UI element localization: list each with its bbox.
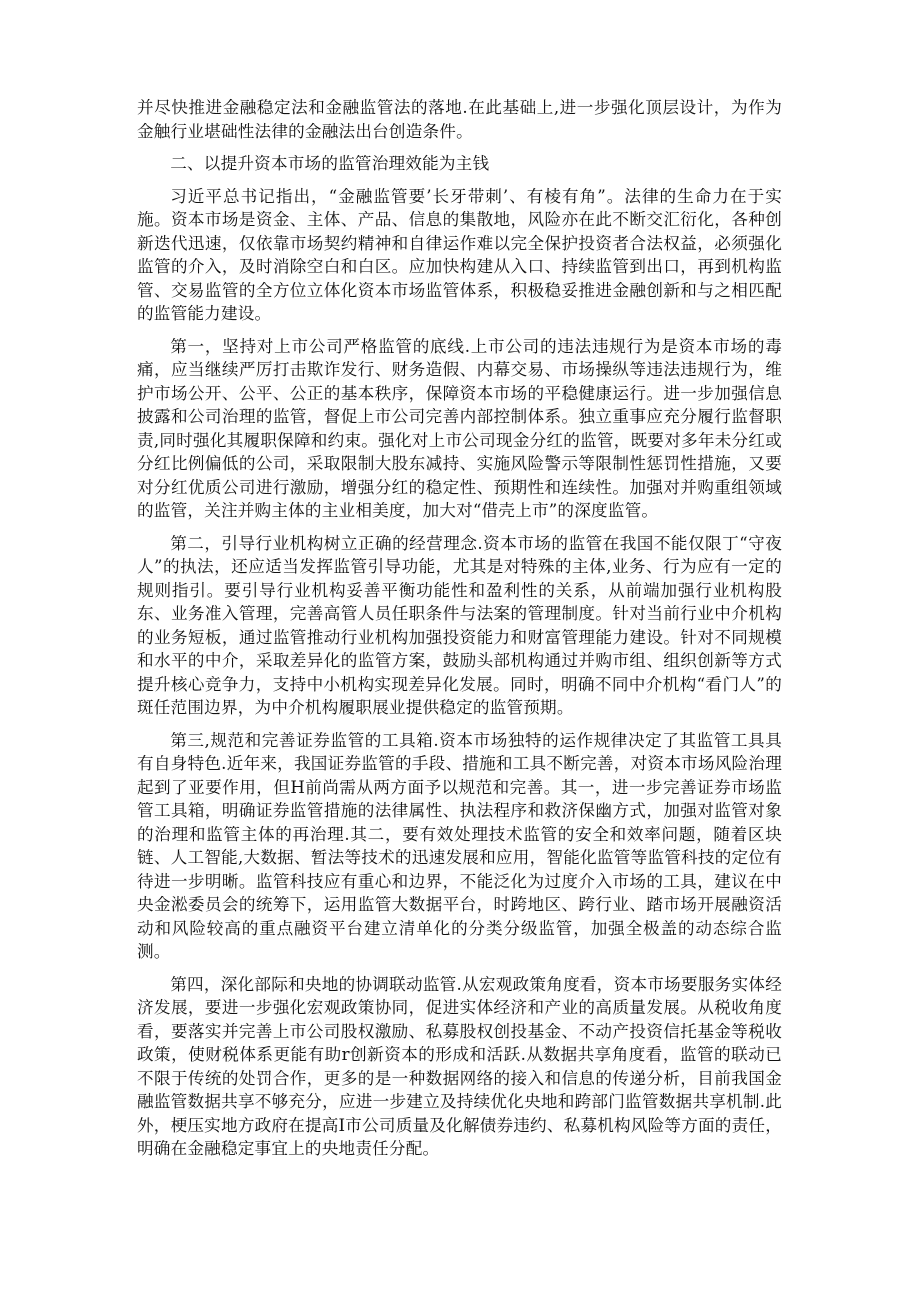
paragraph-continuation: 并尽快推进金融稳定法和金融监管法的落地.在此基础上,进一步强化顶层设计，为作为金触行业堪础性法律的金融法出台创造条件。 (137, 98, 782, 141)
paragraph-intro: 习近平总书记指出，“金融监管要’长牙带刺’、有棱有角”。法律的生命力在于实施。资本市场是资金、主体、产品、信息的集散地，风险亦在此不断交汇衍化，各种创新迭代迅速，仅依靠市场契约精神和自律运作难以完全保护投资者合法权益，必须强化监管的介入，及时消除空白和白区。应加快构建从入口、持续监管到出口，再到机构监管、交易监管的全方位立体化资本市场监管体系，积极稳妥推进金融创新和与之相匹配的监管能力建设。 (137, 186, 782, 323)
paragraph-point-3: 第三,规范和完善证券监管的工具箱.资本市场独特的运作规律决定了其监管工具具有自身特色.近年来，我国证券监管的手段、措施和工具不断完善，对资本市场风险治理起到了亚要作用，但H前尚需从两方面予以规范和完善。其一，进一步完善证券市场监管工具箱，明确证券监管措施的法律属性、执法程序和救济保幽方式，加强对监管对象的治理和监管主体的再治理.其二，要有效处理技术监管的安全和效率问题，随着区块链、人工智能,大数据、暂法等技术的迅速发展和应用，智能化监管等监管科技的定位有待进一步明晰。监管科技应有重心和边界，不能泛化为过度介入市场的工具，建议在中央金淞委员会的统筹下，运用监管大数据平台，时跨地区、跨行业、踏市场开展融资活动和风险较高的重点融资平台建立清单化的分类分级监管，加强全极盖的动态综合监测。 (137, 730, 782, 961)
section-heading: 二、以提升资本市场的监管治理效能为主钱 (170, 154, 490, 173)
paragraph-point-2: 第二，引导行业机构树立正确的经营理念.资本市场的监管在我国不能仅限丁“守夜人”的执法，还应适当发挥监管引导功能，尤其是对特殊的主体,业务、行为应有一定的规则指引。要引导行业机构妥善平衡功能性和盈利性的关系，从前端加强行业机构股东、业务准入管理，完善高管人员任职条件与法案的管理制度。针对当前行业中介机构的业务短板，通过监管推动行业机构加强投资能力和财富管理能力建设。针对不同规模和水平的中介，采取差异化的监管方案，鼓励头部机构通过并购市组、组织创新等方式提升核心竞争力，支持中小机构实现差异化发展。同时，明确不同中介机构“看门人”的斑任范围边界，为中介机构履职展业提供稳定的监管预期。 (137, 533, 782, 717)
paragraph-point-4: 第四，深化部际和央地的协调联动监管.从宏观政策角度看，资本市场要服务实体经济发展，要进一步强化宏观政策协同，促进实体经济和产业的高质量发展。从税收角度看，要落实并完善上市公司股权激励、私募股权创投基金、不动产投资信托基金等税收政策，使财税体系更能有助r创新资本的形成和活跃.从数据共享角度看，监管的联动已不限于传统的处罚合作，更多的是一种数据网络的接入和信息的传递分析，目前我国金融监管数据共享不够充分，应进一步建立及持续优化央地和跨部门监管数据共享机制.此外，梗压实地方政府在提高I市公司质量及化解债券违约、私募机构风险等方面的责任，明确在金融稳定事宜上的央地责任分配。 (137, 974, 782, 1158)
paragraph-point-1: 第一，坚持对上市公司严格监管的底线.上市公司的违法违规行为是资本市场的毒痛，应当继续严厉打击欺诈发行、财务造假、内幕交易、市场操纵等违法违规行为，维护市场公开、公平、公正的基本秩序，保障资本市场的平稳健康运行。进一步加强信息披露和公司治理的监管，督促上市公司完善内部控制体系。独立重事应充分履行监督职责,同时强化其履职保障和约束。强化对上市公司现金分红的监管，既要对多年未分红或分红比例偏低的公司，采取限制大股东减持、实施风险警示等限制性惩罚性措施，又要对分红优质公司进行激励，增强分红的稳定性、预期性和连续性。加强对并购重组领域的监管，关注并购主体的主业相美度，加大对“借壳上市”的深度监管。 (137, 336, 782, 520)
document-body (137, 96, 782, 1170)
